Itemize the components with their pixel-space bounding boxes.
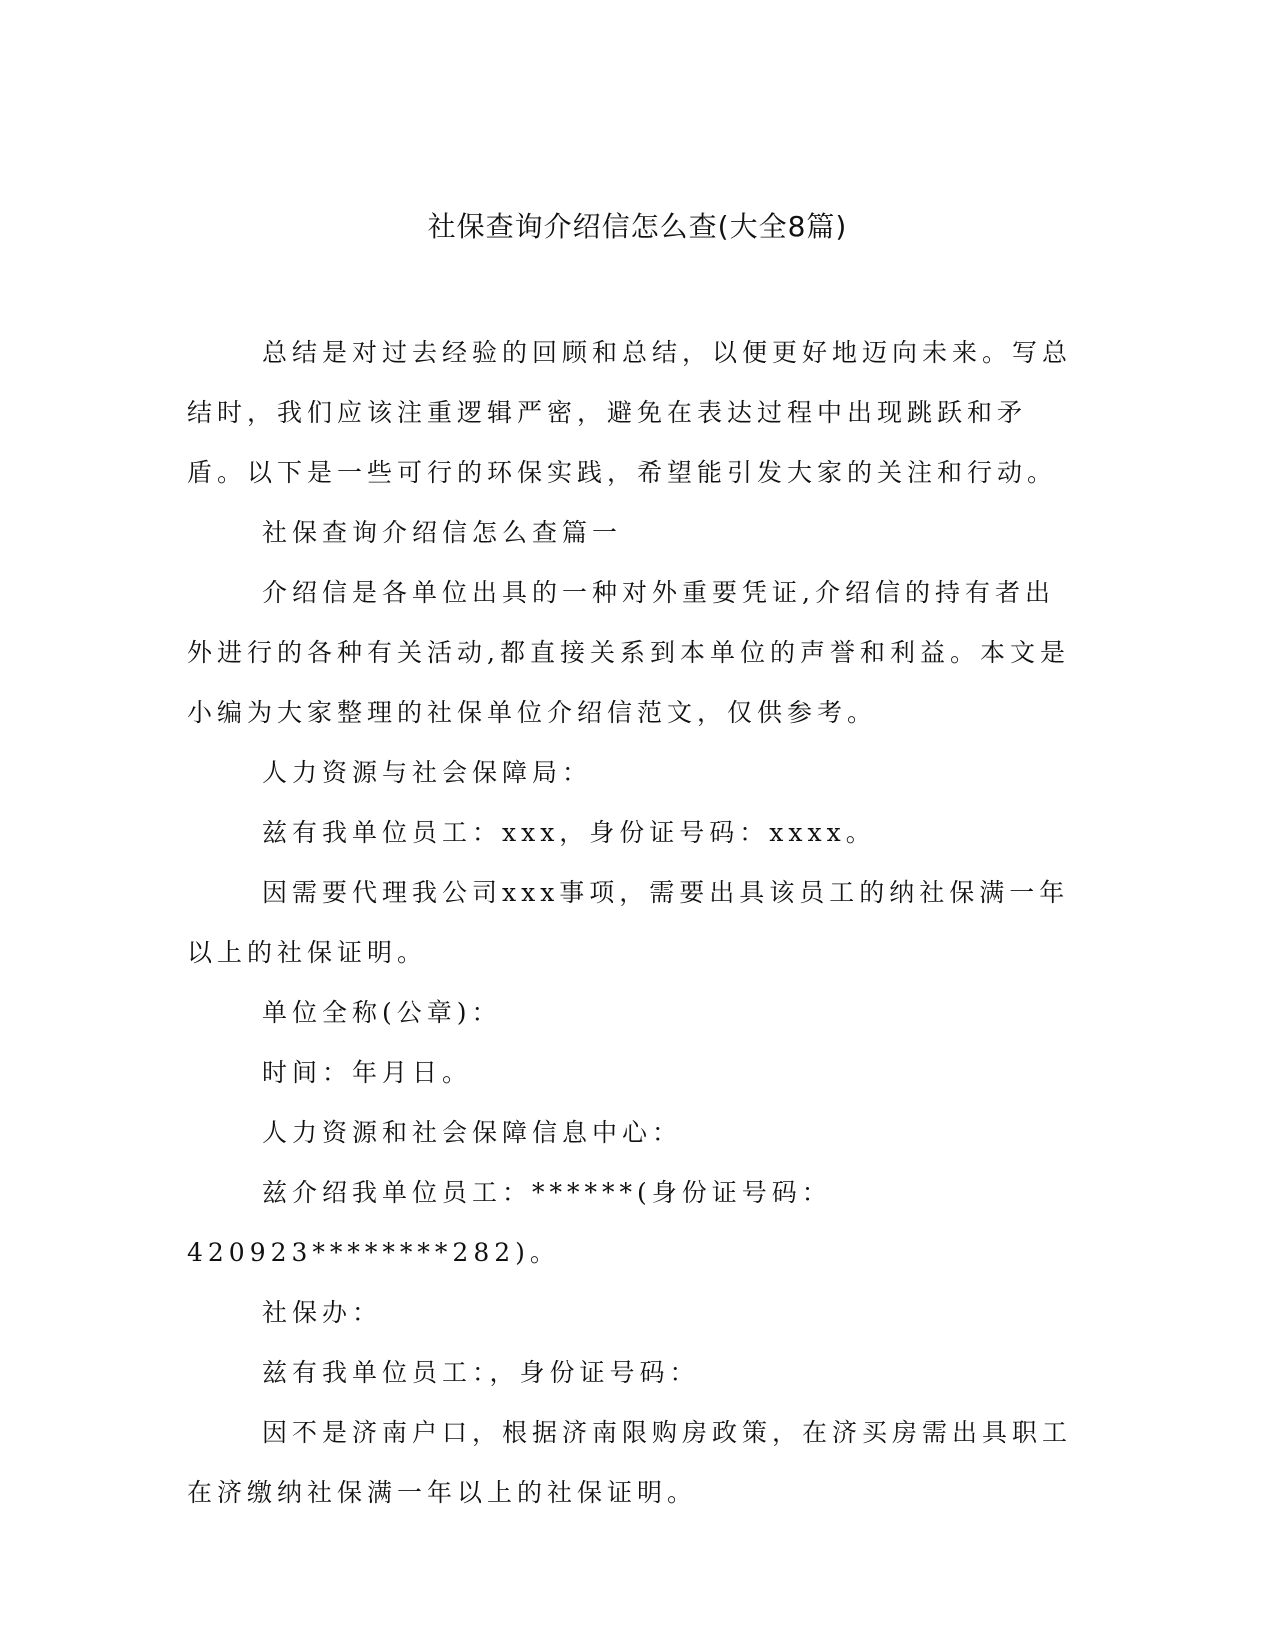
document-body [187, 323, 1077, 1523]
paragraph: 兹介绍我单位员工：******(身份证号码：420923********282)。 [187, 1178, 832, 1267]
section-heading: 社保查询介绍信怎么查篇一 [262, 518, 623, 547]
letter-recipient: 人力资源与社会保障局： [262, 758, 593, 787]
paragraph: 单位全称(公章)： [262, 998, 502, 1027]
paragraph: 介绍信是各单位出具的一种对外重要凭证,介绍信的持有者出外进行的各种有关活动,都直接关系到本单位的声誉和利益。本文是小编为大家整理的社保单位介绍信范文，仅供参考。 [187, 578, 1070, 727]
letter-recipient: 社保办： [262, 1298, 383, 1327]
paragraph: 时间：年月日。 [262, 1058, 473, 1087]
paragraph: 兹有我单位员工：，身份证号码： [262, 1358, 700, 1387]
document-title: 社保查询介绍信怎么查(大全8篇) [427, 210, 848, 243]
paragraph-intro: 总结是对过去经验的回顾和总结，以便更好地迈向未来。写总结时，我们应该注重逻辑严密，避免在表达过程中出现跳跃和矛盾。以下是一些可行的环保实践，希望能引发大家的关注和行动。 [187, 338, 1073, 487]
paragraph: 兹有我单位员工：xxx，身份证号码：xxxx。 [262, 818, 876, 847]
paragraph: 因不是济南户口，根据济南限购房政策，在济买房需出具职工在济缴纳社保满一年以上的社保证明。 [187, 1418, 1073, 1507]
paragraph: 因需要代理我公司xxx事项，需要出具该员工的纳社保满一年以上的社保证明。 [187, 878, 1070, 967]
letter-recipient: 人力资源和社会保障信息中心： [262, 1118, 683, 1147]
